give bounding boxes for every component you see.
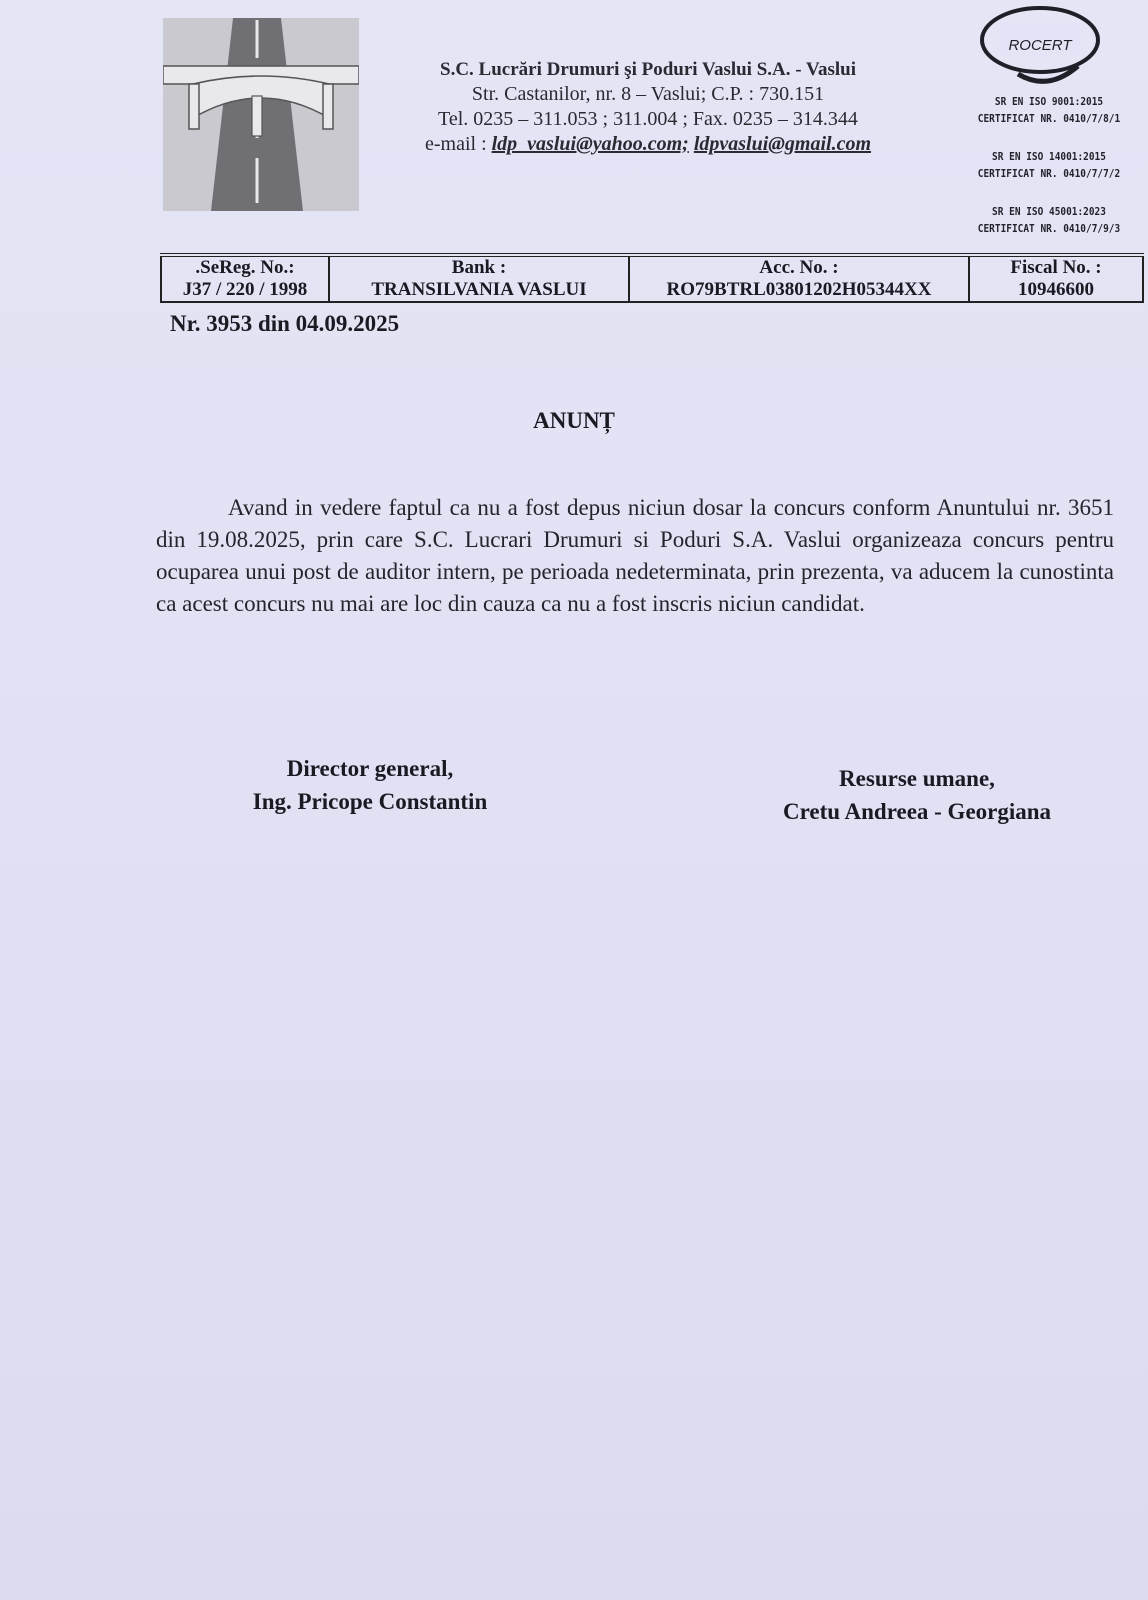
certificate-number: CERTIFICAT NR. 0410/7/7/2	[977, 167, 1121, 180]
certificate-item	[972, 203, 1125, 237]
signature-role: Resurse umane,	[839, 766, 995, 791]
certificate-item	[972, 148, 1125, 182]
company-email-line	[388, 132, 908, 157]
signature-name: Cretu Andreea - Georgiana	[782, 799, 1052, 824]
rocert-logo-text: ROCERT	[1008, 37, 1072, 54]
registry-label: Acc. No. :	[759, 257, 839, 278]
registry-value: TRANSILVANIA VASLUI	[371, 279, 587, 300]
signature-role: Director general,	[286, 756, 454, 781]
registry-table-row	[161, 255, 1143, 302]
certificate-standard: SR EN ISO 9001:2015	[994, 95, 1104, 108]
document-body: Avand in vedere faptul ca nu a fost depus niciun dosar la concurs conform Anuntului nr. 3651 din 19.08.2025, prin care S.C. Lucrari Drumuri si Poduri S.A. Vaslui organizeaza concurs pentru ocuparea unui post de auditor intern, pe perioada nedeterminata, prin prezenta, va aducem la cunostinta ca acest concurs nu mai are loc din cauza ca nu a fost inscris niciun candidat.	[156, 495, 1114, 616]
email-link-yahoo[interactable]: ldp_vaslui@yahoo.com;	[491, 133, 689, 155]
company-phone: Tel. 0235 – 311.053 ; 311.004 ; Fax. 0235 – 314.344	[438, 108, 858, 130]
registry-value: 10946600	[1018, 279, 1094, 300]
certificate-number: CERTIFICAT NR. 0410/7/9/3	[977, 222, 1121, 235]
registry-cell	[329, 255, 629, 302]
registry-label: Bank :	[451, 257, 507, 278]
company-name: S.C. Lucrări Drumuri şi Poduri Vaslui S.A. - Vaslui	[440, 59, 856, 80]
registry-cell	[969, 255, 1143, 302]
registry-cell	[161, 255, 329, 302]
certificate-standard: SR EN ISO 14001:2015	[992, 150, 1106, 163]
registry-value: J37 / 220 / 1998	[182, 279, 308, 300]
signature-name: Ing. Pricope Constantin	[252, 789, 488, 814]
email-link-gmail[interactable]: ldpvaslui@gmail.com	[693, 133, 872, 155]
certificate-standard: SR EN ISO 45001:2023	[992, 205, 1106, 218]
certificates-list	[960, 93, 1138, 258]
registry-label: .SeReg. No.:	[195, 257, 295, 278]
company-header	[388, 57, 908, 157]
company-address: Str. Castanilor, nr. 8 – Vaslui; C.P. : 730.151	[471, 83, 825, 105]
email-prefix: e-mail :	[424, 133, 492, 155]
certificate-number: CERTIFICAT NR. 0410/7/8/1	[977, 112, 1121, 125]
certificate-item	[972, 93, 1125, 127]
signature-director	[215, 752, 525, 818]
registry-table	[160, 253, 1144, 303]
document-title: ANUNȚ	[533, 408, 615, 433]
signature-hr	[742, 762, 1092, 828]
registry-value: RO79BTRL03801202H05344XX	[666, 279, 932, 300]
registry-label: Fiscal No. :	[1010, 257, 1102, 278]
rocert-logo	[978, 0, 1108, 92]
document-number: Nr. 3953 din 04.09.2025	[170, 311, 400, 336]
registry-cell	[629, 255, 969, 302]
company-logo	[163, 18, 359, 211]
